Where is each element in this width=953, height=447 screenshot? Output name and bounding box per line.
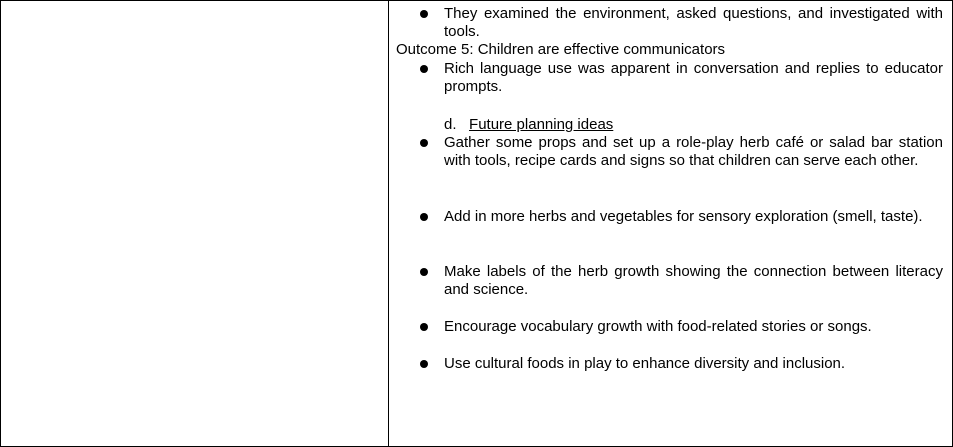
outcome-5-heading: Outcome 5: Children are effective communicators	[396, 41, 726, 58]
list-item: Encourage vocabulary growth with food-related stories or songs.	[444, 318, 872, 335]
section-title: Future planning ideas	[469, 116, 614, 133]
right-cell	[389, 1, 952, 446]
bullet-icon	[420, 323, 428, 331]
bullet-icon	[420, 360, 428, 368]
list-item: Use cultural foods in play to enhance diversity and inclusion.	[444, 355, 846, 372]
list-item: Make labels of the herb growth showing the connection between literacy and science.	[444, 263, 943, 298]
list-item: Gather some props and set up a role-play herb café or salad bar station with tools, recipe cards and signs so that children can serve each other.	[444, 134, 943, 169]
bullet-icon	[420, 65, 428, 73]
bullet-icon	[420, 139, 428, 147]
list-item: They examined the environment, asked questions, and investigated with tools.	[444, 5, 943, 40]
left-cell	[1, 1, 389, 446]
bullet-icon	[420, 213, 428, 221]
future-planning-heading	[444, 116, 613, 134]
bullet-icon	[420, 268, 428, 276]
section-marker: d.	[444, 116, 457, 133]
list-item: Add in more herbs and vegetables for sensory exploration (smell, taste).	[444, 208, 923, 225]
bullet-icon	[420, 10, 428, 18]
list-item: Rich language use was apparent in conversation and replies to educator prompts.	[444, 60, 943, 95]
